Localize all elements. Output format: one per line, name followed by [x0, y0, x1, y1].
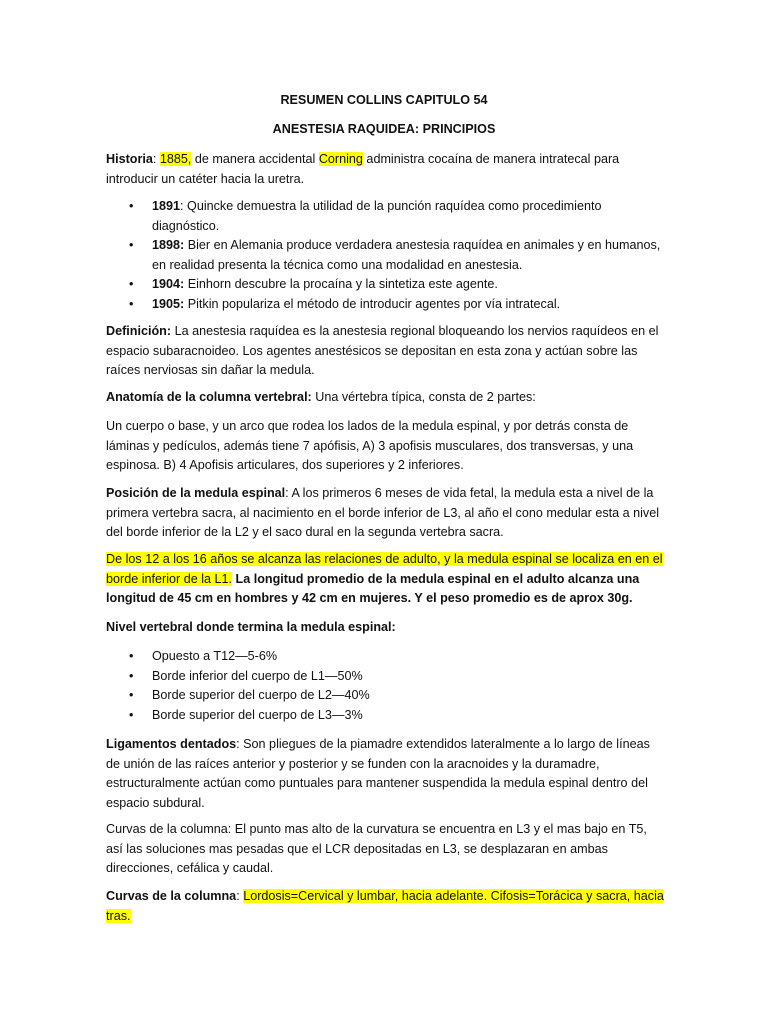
curvas-highlight: Lordosis=Cervical y lumbar, hacia adelante. Cifosis=Torácica y sacra, hacia tras. [106, 889, 664, 923]
history-text: : Quincke demuestra la utilidad de la punción raquídea como procedimiento diagnóstico. [152, 199, 602, 233]
list-item [106, 295, 666, 315]
nivel-text: Borde superior del cuerpo de L2—40% [152, 688, 370, 703]
historia-paragraph [106, 150, 666, 189]
history-text: Einhorn descubre la procaína y la sintetiza este agente. [184, 277, 498, 292]
bullet-icon: • [129, 277, 134, 292]
bullet-icon: • [129, 238, 134, 253]
history-year: 1904: [152, 277, 185, 292]
definicion-text: La anestesia raquídea es la anestesia regional bloqueando los nervios raquídeos en el espacio subaracnoideo. Los agentes anestésicos se depositan en esta zona y actúan sobre las raíces nerviosas sin dañar la medula. [106, 324, 659, 378]
nivel-list [106, 647, 666, 725]
history-year: 1898: [152, 238, 185, 253]
historia-text-1: de manera accidental [191, 152, 319, 166]
list-item [106, 706, 666, 726]
history-list [106, 197, 666, 315]
document-subtitle: ANESTESIA RAQUIDEA: PRINCIPIOS [272, 122, 496, 136]
posicion-label: Posición de la medula espinal [106, 486, 286, 500]
list-item [106, 275, 666, 295]
definicion-label: Definición: [106, 324, 172, 338]
list-item [106, 197, 666, 236]
historia-text-2: administra cocaína de manera intratecal para introducir un catéter hacia la uretra. [106, 152, 620, 186]
bullet-icon: • [129, 199, 134, 213]
bullet-icon: • [129, 649, 134, 663]
curvas-summary-paragraph [106, 887, 666, 926]
curvas-paragraph: Curvas de la columna: El punto mas alto de la curvatura se encuentra en L3 y el mas bajo en T5, así las soluciones mas pesadas que el LCR depositadas en L3, se desplazaran en ambas direcciones, cefálica y caudal. [106, 822, 647, 876]
history-year: 1905: [152, 296, 185, 311]
historia-name-highlight: Corning [318, 152, 363, 166]
definicion-paragraph [106, 322, 666, 381]
ligamentos-text: : Son pliegues de la piamadre extendidos lateralmente a lo largo de líneas de unión de las raíces anterior y posterior y se funden con la aracnoides y la duramadre, estructuralmente actúan como puntuales para mantener suspendida la medula espinal dentro del espacio subdural. [106, 737, 650, 810]
list-item [106, 647, 666, 667]
adulto-highlight: De los 12 a los 16 años se alcanza las relaciones de adulto, y la medula espinal se localiza en en el borde inferior de la L1. [106, 552, 663, 586]
history-year: 1891 [152, 199, 181, 213]
cuerpo-paragraph: Un cuerpo o base, y un arco que rodea los lados de la medula espinal, y por detrás consta de láminas y pedículos, además tiene 7 apófisis, A) 3 apofisis musculares, dos transversas, y una espinosa. B) 4 Apofisis articulares, dos superiores y 2 inferiores. [106, 419, 634, 473]
list-item [106, 236, 666, 275]
history-text: Pitkin populariza el método de introducir agentes por vía intratecal. [184, 296, 561, 311]
anatomia-text: Una vértebra típica, consta de 2 partes: [311, 390, 536, 404]
nivel-text: Borde superior del cuerpo de L3—3% [152, 707, 363, 722]
nivel-text: Opuesto a T12—5-6% [152, 649, 278, 663]
posicion-text: : A los primeros 6 meses de vida fetal, la medula esta a nivel de la primera vertebra sacra, al nacimiento en el borde inferior de L3, al año el cono medular esta a nivel del borde inferior de la L2 y el saco dural en la segunda vertebra sacra. [106, 486, 660, 540]
history-text: Bier en Alemania produce verdadera anestesia raquídea en animales y en humanos, en realidad presenta la técnica como una modalidad en anestesia. [152, 238, 661, 272]
adulto-bold-text: La longitud promedio de la medula espinal en el adulto alcanza una longitud de 45 cm en hombres y 42 cm en mujeres. Y el peso promedio es de aprox 30g. [106, 571, 640, 606]
nivel-title: Nivel vertebral donde termina la medula espinal: [106, 620, 396, 634]
curvas-label: Curvas de la columna [106, 889, 237, 903]
bullet-icon: • [129, 668, 134, 683]
anatomia-paragraph [106, 388, 666, 408]
posicion-paragraph [106, 484, 666, 543]
adulto-paragraph [106, 550, 666, 609]
historia-year-highlight: 1885, [159, 152, 192, 166]
bullet-icon: • [129, 688, 134, 703]
list-item [106, 667, 666, 687]
document-title: RESUMEN COLLINS CAPITULO 54 [280, 93, 488, 107]
nivel-text: Borde inferior del cuerpo de L1—50% [152, 668, 363, 683]
list-item [106, 686, 666, 706]
bullet-icon: • [129, 296, 134, 311]
bullet-icon: • [129, 707, 134, 722]
historia-colon: : [152, 152, 157, 166]
ligamentos-label: Ligamentos dentados [106, 737, 237, 751]
historia-label: Historia [106, 152, 153, 166]
ligamentos-paragraph [106, 735, 666, 813]
curvas-colon: : [236, 889, 244, 903]
anatomia-label: Anatomía de la columna vertebral: [106, 390, 312, 404]
nivel-heading [106, 618, 666, 638]
